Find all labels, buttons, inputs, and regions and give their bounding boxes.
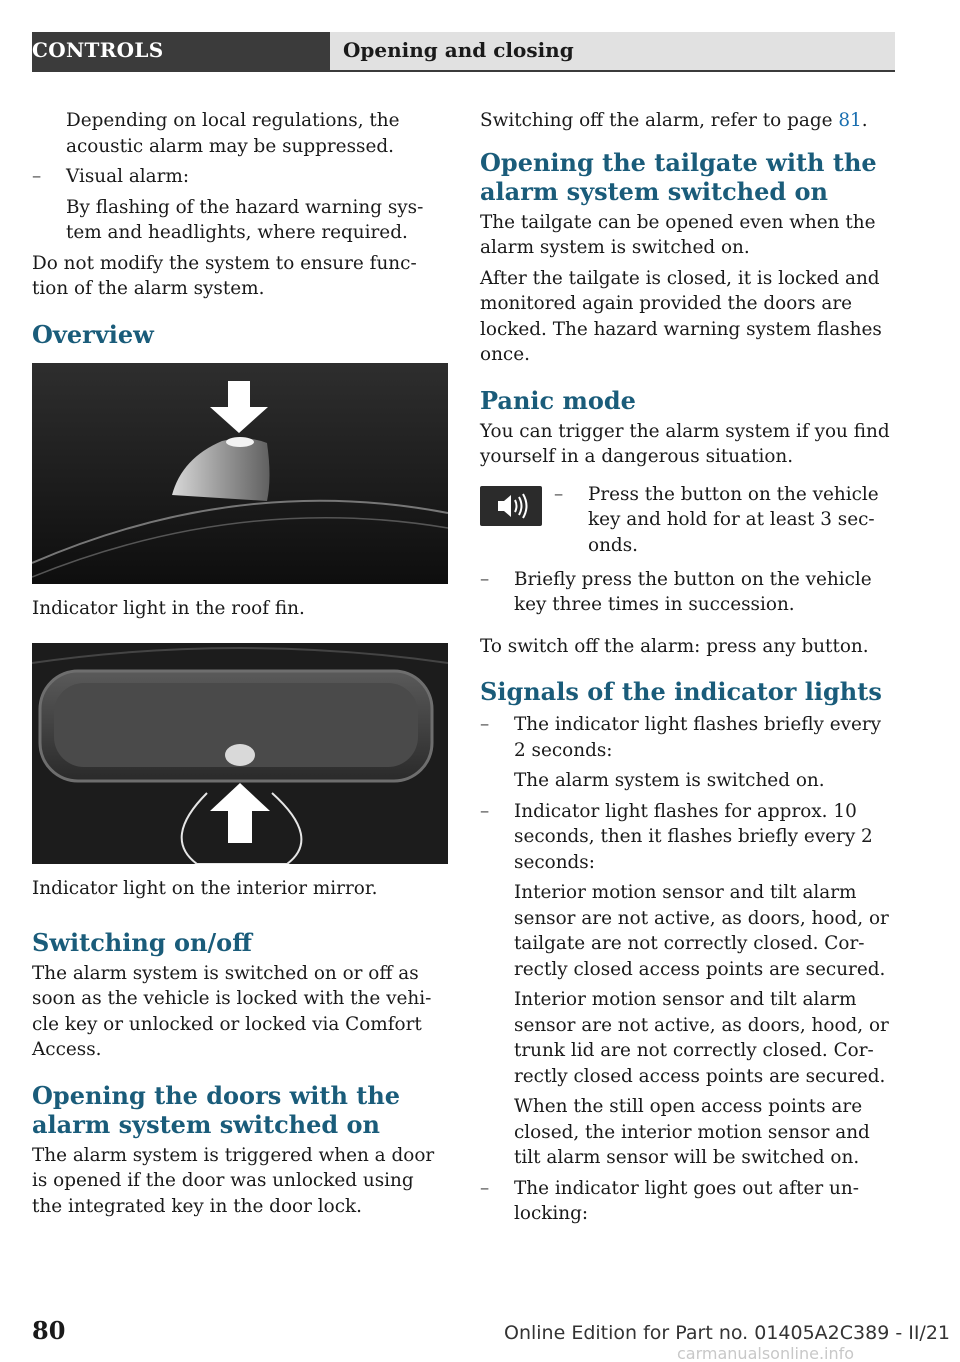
heading-tailgate: Opening the tailgate with the alarm system switched on bbox=[480, 147, 877, 206]
list-item-goes-out: – The indicator light goes out after un-locking: bbox=[480, 1177, 859, 1224]
right-column bbox=[480, 108, 895, 1232]
list-item-flashes-briefly: – The indicator light flashes briefly every 2 seconds: bbox=[480, 714, 882, 761]
watermark: carmanualsonline.info bbox=[677, 1344, 855, 1362]
list-item-press-hold: – Press the button on the vehicle key and hold for at least 3 sec-onds. bbox=[554, 483, 879, 556]
paragraph-switch-off-any: To switch off the alarm: press any button. bbox=[480, 635, 869, 657]
header-rule bbox=[32, 70, 895, 72]
panic-press-row bbox=[480, 482, 895, 562]
caption-mirror: Indicator light on the interior mirror. bbox=[32, 878, 378, 899]
roof-fin-illustration bbox=[32, 363, 448, 584]
paragraph-still-open: When the still open access points are closed, the interior motion sensor and tilt alarm sensor will be switched on. bbox=[514, 1096, 870, 1168]
interior-mirror-photo bbox=[32, 643, 448, 864]
paragraph-modify: Do not modify the system to ensure func-tion of the alarm system. bbox=[32, 252, 417, 299]
paragraph-interior-1: Interior motion sensor and tilt alarm sensor are not active, as doors, hood, or tailgate are not correctly closed. Cor-rectly closed access points are secured. bbox=[514, 882, 889, 980]
heading-overview: Overview bbox=[32, 319, 154, 349]
paragraph-interior-2: Interior motion sensor and tilt alarm sensor are not active, as doors, hood, or trunk lid are not correctly closed. Cor-rectly closed access points are secured. bbox=[514, 989, 889, 1087]
paragraph-tailgate-1: The tailgate can be opened even when the alarm system is switched on. bbox=[480, 211, 876, 258]
list-item-approx: – Indicator light flashes for approx. 10 seconds, then it flashes briefly every 2 seconds: bbox=[480, 800, 873, 873]
page-number: 80 bbox=[32, 1316, 66, 1345]
edition-footer: Online Edition for Part no. 01405A2C389 - II/21 bbox=[504, 1322, 951, 1344]
dash: – bbox=[32, 166, 42, 187]
header-section: CONTROLS bbox=[32, 32, 330, 70]
paragraph-panic: You can trigger the alarm system if you find yourself in a dangerous situation. bbox=[480, 420, 890, 467]
interior-mirror-illustration bbox=[32, 643, 448, 864]
heading-switching: Switching on/off bbox=[32, 927, 252, 957]
left-column bbox=[32, 108, 448, 1224]
roof-fin-photo bbox=[32, 363, 448, 584]
alarm-speaker-icon bbox=[480, 486, 542, 526]
paragraph-switched-on: The alarm system is switched on. bbox=[514, 770, 825, 791]
paragraph-switch-off-ref: Switching off the alarm, refer to page 81. bbox=[480, 110, 868, 131]
caption-roof-fin: Indicator light in the roof fin. bbox=[32, 597, 305, 619]
paragraph-opening-doors: The alarm system is triggered when a door is opened if the door was unlocked using the integrated key in the door lock. bbox=[32, 1144, 435, 1217]
heading-signals: Signals of the indicator lights bbox=[480, 677, 882, 706]
page-link-81[interactable]: 81 bbox=[838, 110, 862, 131]
heading-panic: Panic mode bbox=[480, 385, 636, 415]
paragraph-visual-detail: By flashing of the hazard warning sys-tem and headlights, where required. bbox=[66, 196, 424, 243]
paragraph-tailgate-2: After the tailgate is closed, it is locked and monitored again provided the doors are locked. The hazard warning system flashes once. bbox=[480, 267, 882, 365]
page-header bbox=[32, 32, 895, 72]
paragraph-switching: The alarm system is switched on or off as soon as the vehicle is locked with the vehi-cle key or unlocked or locked via Comfort Access. bbox=[32, 962, 432, 1060]
list-item-visual-alarm: – Visual alarm: bbox=[32, 164, 448, 190]
paragraph-suppressed: Depending on local regulations, the acoustic alarm may be suppressed. bbox=[66, 110, 400, 157]
list-item-briefly-press: – Briefly press the button on the vehicle key three times in succession. bbox=[480, 568, 872, 615]
header-chapter: Opening and closing bbox=[330, 32, 895, 70]
heading-opening-doors: Opening the doors with the alarm system switched on bbox=[32, 1080, 401, 1139]
